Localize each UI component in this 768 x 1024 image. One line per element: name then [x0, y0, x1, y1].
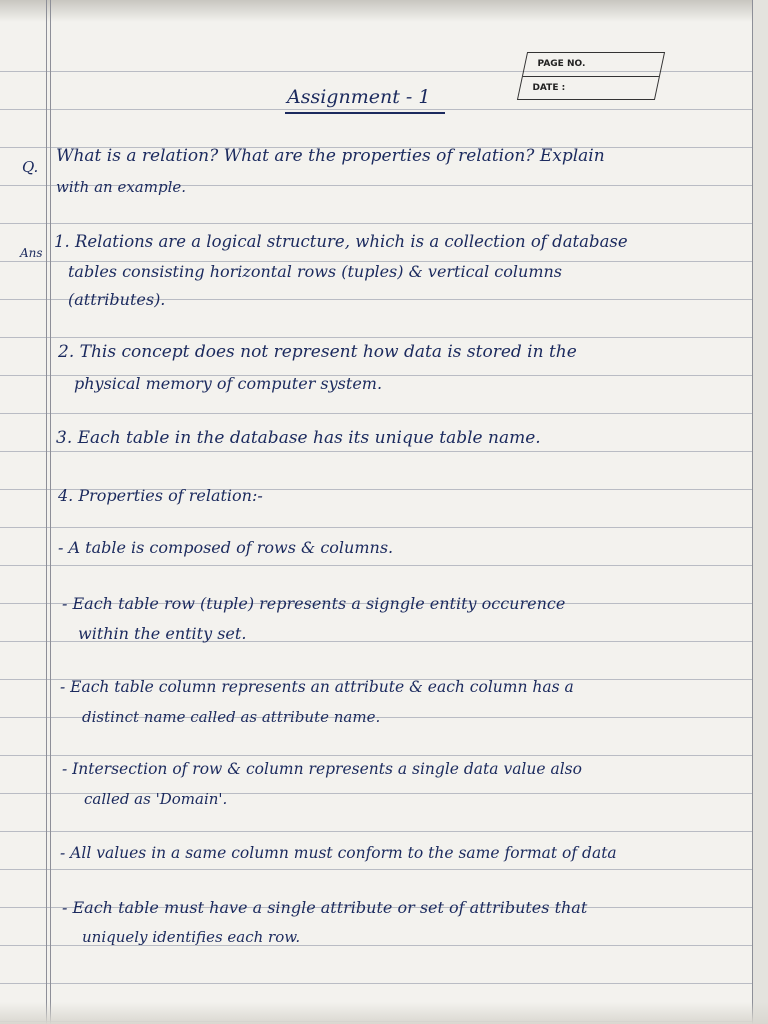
answer-line: 3. Each table in the database has its unique table name. [56, 428, 541, 448]
answer-line: - Each table column represents an attribute & each column has a [60, 678, 574, 696]
answer-line: 1. Relations are a logical structure, which is a collection of database [54, 232, 628, 251]
answer-line: - All values in a same column must conform to the same format of data [60, 844, 617, 862]
answer-line: physical memory of computer system. [74, 374, 383, 393]
answer-line: tables consisting horizontal rows (tuples) & vertical columns [68, 262, 563, 281]
answer-line: - Each table row (tuple) represents a signgle entity occurence [62, 594, 566, 613]
answer-line: 4. Properties of relation:- [58, 486, 263, 505]
left-margin-line-inner [50, 0, 51, 1024]
page-date-divider [523, 76, 659, 77]
answer-line: uniquely identifies each row. [82, 928, 301, 946]
answer-line: - Each table must have a single attribute or set of attributes that [62, 898, 588, 917]
question-line: What is a relation? What are the properties of relation? Explain [56, 146, 605, 166]
page-title: Assignment - 1 [287, 86, 431, 108]
date-label: DATE : [532, 83, 566, 93]
page-edge-strip [753, 0, 768, 1024]
answer-line: 2. This concept does not represent how data is stored in the [58, 342, 577, 362]
answer-line: within the entity set. [78, 624, 247, 643]
page-top-shadow [0, 0, 768, 22]
title-underline [285, 112, 445, 114]
left-margin-line [46, 0, 47, 1024]
answer-line: called as 'Domain'. [84, 790, 228, 808]
question-marker: Q. [22, 158, 39, 176]
answer-marker: Ans [20, 246, 43, 260]
answer-line: - A table is composed of rows & columns. [58, 538, 394, 557]
page-bottom-edge [0, 1002, 768, 1024]
page-date-box [517, 52, 665, 100]
answer-line: distinct name called as attribute name. [82, 708, 381, 726]
question-line: with an example. [56, 178, 187, 196]
page-no-label: PAGE NO. [537, 59, 586, 69]
answer-line: - Intersection of row & column represents a single data value also [62, 760, 582, 778]
answer-line: (attributes). [68, 290, 166, 309]
